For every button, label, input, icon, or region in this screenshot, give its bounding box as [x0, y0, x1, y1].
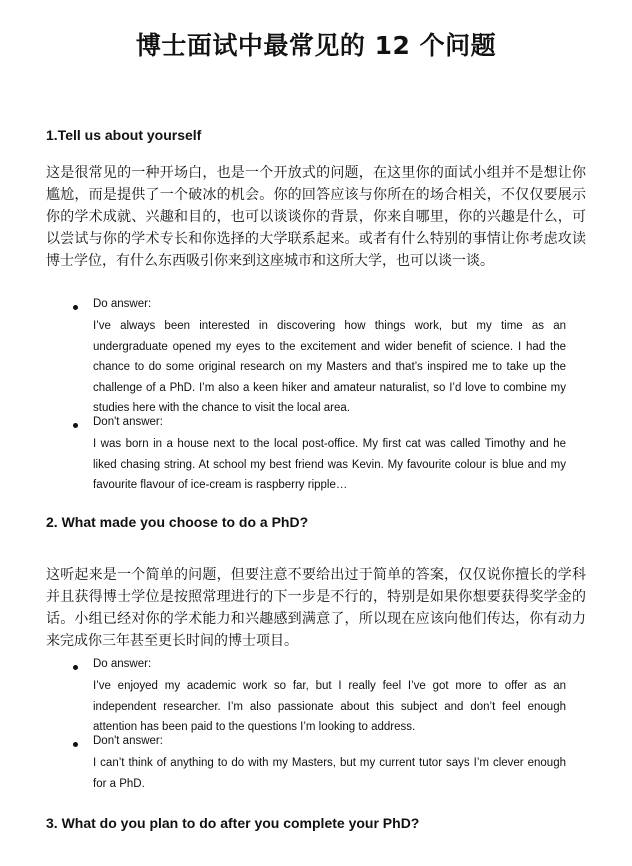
question-2-paragraph [46, 564, 586, 652]
dont-answer-text: I was born in a house next to the local post-office. My first cat was called Timothy and he liked chasing string. At school my best friend was Kevin. My favourite colour is blue and my favourite flavour of ice-cream is raspberry ripple… [93, 438, 566, 491]
do-answer-text: I’ve always been interested in discovering how things work, but my time as an undergraduate opened my eyes to the excitement and wider benefit of science. I had the chance to do some original research on my Masters and that’s inspired me to take up the challenge of a PhD. I’m also a keen hiker and amateur naturalist, so I’d love to combine my studies here with the chance to visit the local area. [93, 320, 566, 414]
question-1-text: 这是很常见的一种开场白，也是一个开放式的问题，在这里你的面试小组并不是想让你尴尬，而是提供了一个破冰的机会。你的回答应该与你所在的场合相关，不仅仅要展示你的学术成就、兴趣和目的，也可以谈谈你的背景，你来自哪里，你的兴趣是什么，可以尝试与你的学术专长和你选择的大学联系起来。或者有什么特别的事情让你考虑攻读博士学位，有什么东西吸引你来到这座城市和这所大学，也可以谈一谈。 [46, 165, 586, 269]
dont-answer-label: Don't answer: [93, 416, 163, 428]
bullet-icon [73, 742, 78, 747]
bullet-icon [73, 665, 78, 670]
question-2-heading: 2. What made you choose to do a PhD? [46, 514, 309, 530]
question-3-heading: 3. What do you plan to do after you complete your PhD? [46, 815, 420, 831]
dont-answer-text: I can’t think of anything to do with my Masters, but my current tutor says I’m clever enough for a PhD. [93, 757, 566, 790]
question-1-paragraph [46, 162, 586, 272]
question-1-heading: 1.Tell us about yourself [46, 127, 202, 143]
question-2-text: 这听起来是一个简单的问题，但要注意不要给出过于简单的答案，仅仅说你擅长的学科并且获得博士学位是按照常理进行的下一步是不行的，特别是如果你想要获得奖学金的话。小组已经对你的学术能力和兴趣感到满意了，所以现在应该向他们传达，你有动力来完成你三年甚至更长时间的博士项目。 [46, 567, 586, 649]
do-answer-label: Do answer: [93, 298, 152, 310]
dont-answer-label: Don't answer: [93, 735, 163, 747]
do-answer-label: Do answer: [93, 658, 152, 670]
bullet-icon [73, 423, 78, 428]
bullet-icon [73, 305, 78, 310]
document-title: 博士面试中最常见的 12 个问题 [135, 31, 497, 60]
do-answer-text: I’ve enjoyed my academic work so far, but I really feel I’ve got more to offer as an independent researcher. I’m also passionate about this subject and don’t feel enough attention has been paid to the questions I’m looking to address. [93, 680, 566, 733]
